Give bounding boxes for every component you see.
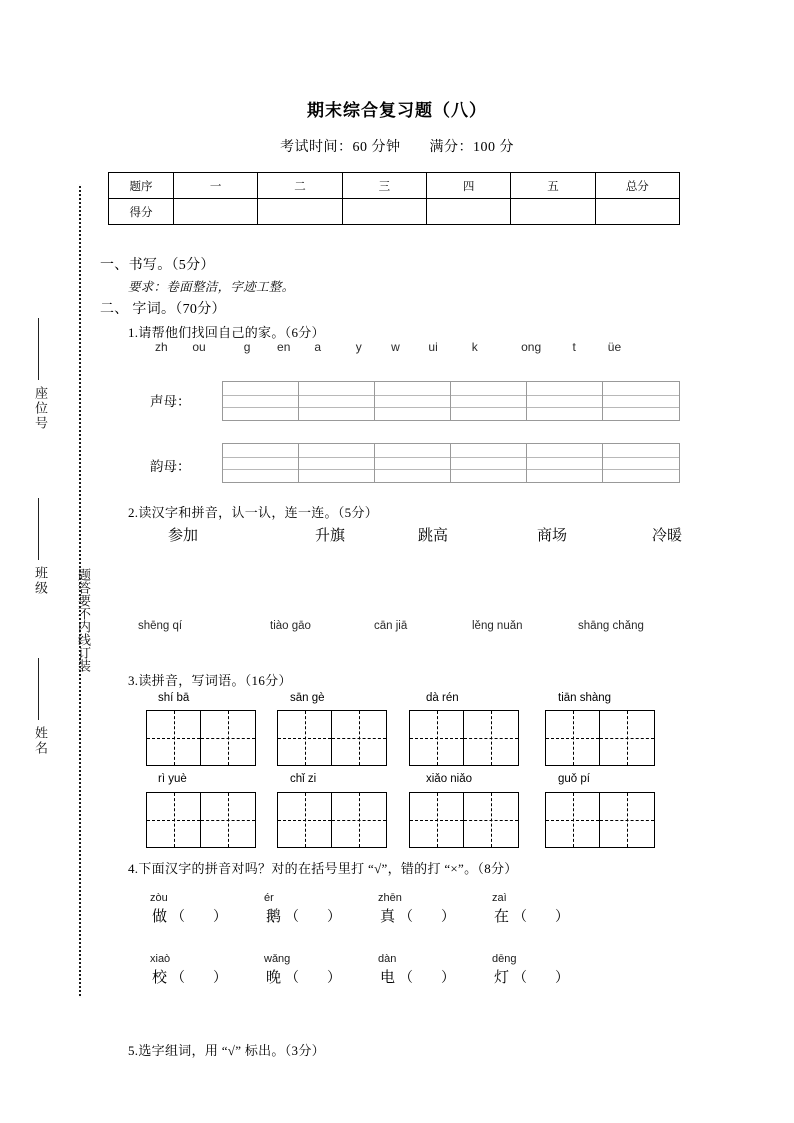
q1-letters — [155, 340, 638, 354]
tianzige-cell[interactable] — [278, 711, 332, 765]
tianzige-box[interactable] — [277, 792, 387, 848]
yunmu-cell[interactable] — [375, 444, 451, 482]
tianzige-box[interactable] — [545, 710, 655, 766]
q4-r1-pinyin-1: ér — [264, 892, 274, 904]
score-cell-3[interactable] — [342, 199, 426, 225]
q1-letter-0: zh — [155, 340, 168, 354]
tianzige-cell[interactable] — [410, 711, 464, 765]
tianzige-cell[interactable] — [600, 793, 654, 847]
q3-r2-pinyin-2: xiǎo niǎo — [426, 773, 473, 785]
q1-letter-1: ou — [192, 340, 206, 354]
seat-no-label: 座位号 — [33, 386, 48, 431]
shengmu-cell[interactable] — [299, 382, 375, 420]
yunmu-cell[interactable] — [603, 444, 679, 482]
table-row — [109, 199, 680, 225]
tianzige-cell[interactable] — [147, 711, 201, 765]
q1-letter-2: g — [243, 340, 251, 354]
section-1-heading: 一、书写。（5分） — [100, 258, 215, 273]
score-table-header-6: 总分 — [595, 173, 679, 199]
q1-heading: 1.请帮他们找回自己的家。（6分） — [128, 325, 325, 340]
q4-item — [150, 892, 228, 926]
tianzige-cell[interactable] — [410, 793, 464, 847]
tianzige-box[interactable] — [545, 792, 655, 848]
score-table-header-3: 三 — [342, 173, 426, 199]
q4-r1-char-0: 做 — [152, 909, 168, 925]
tianzige-cell[interactable] — [147, 793, 201, 847]
q4-r1-bracket-2[interactable]: （ ） — [399, 910, 456, 925]
score-cell-6[interactable] — [595, 199, 679, 225]
q2-heading: 2.读汉字和拼音，认一认，连一连。（5分） — [128, 505, 379, 520]
q4-r1-pinyin-3: zaì — [492, 892, 507, 904]
tianzige-cell[interactable] — [600, 711, 654, 765]
yunmu-cell[interactable] — [223, 444, 299, 482]
q1-letter-4: a — [314, 340, 322, 354]
q2-word-4[interactable]: 冷暖 — [652, 528, 683, 544]
score-cell-4[interactable] — [426, 199, 510, 225]
table-row — [109, 173, 680, 199]
exam-info: 考试时间：60 分钟 满分：100 分 — [280, 140, 514, 155]
name-rule — [38, 658, 39, 720]
shengmu-grid[interactable] — [222, 381, 680, 421]
q4-item — [378, 953, 456, 987]
q1-letter-9: ong — [521, 340, 542, 354]
score-row-label: 得分 — [109, 199, 174, 225]
q4-item — [492, 953, 570, 987]
q4-r2-char-2: 电 — [380, 970, 396, 986]
q3-r1-pinyin-0: shí bā — [158, 692, 190, 704]
q2-pinyin-3[interactable]: lěng nuǎn — [472, 620, 523, 632]
tianzige-cell[interactable] — [546, 711, 600, 765]
q2-word-0[interactable]: 参加 — [168, 528, 199, 544]
shengmu-cell[interactable] — [603, 382, 679, 420]
class-label: 班级 — [33, 566, 48, 596]
q3-heading: 3.读拼音，写词语。（16分） — [128, 673, 292, 688]
q1-letter-3: en — [277, 340, 291, 354]
score-table-header-4: 四 — [426, 173, 510, 199]
q2-pinyin-4[interactable]: shāng chǎng — [578, 620, 644, 632]
yunmu-cell[interactable] — [527, 444, 603, 482]
tianzige-box[interactable] — [277, 710, 387, 766]
q4-r1-char-1: 鹅 — [266, 909, 282, 925]
score-table-header-1: 一 — [174, 173, 258, 199]
q4-r2-char-0: 校 — [152, 970, 168, 986]
score-table-header-2: 二 — [258, 173, 342, 199]
tianzige-cell[interactable] — [546, 793, 600, 847]
q5-heading: 5.选字组词，用 “√” 标出。（3分） — [128, 1043, 325, 1058]
q4-r1-pinyin-2: zhēn — [378, 892, 402, 904]
section-2-heading: 二、 字词。（70分） — [100, 302, 226, 317]
q4-r2-bracket-1[interactable]: （ ） — [285, 971, 342, 986]
tianzige-cell[interactable] — [332, 793, 386, 847]
yunmu-label: 韵母： — [150, 459, 191, 474]
q4-r1-char-2: 真 — [380, 909, 396, 925]
q4-r2-pinyin-1: wǎng — [264, 953, 291, 965]
name-label: 姓名 — [33, 726, 48, 756]
score-cell-2[interactable] — [258, 199, 342, 225]
q4-r2-pinyin-3: dēng — [492, 953, 517, 965]
tianzige-cell[interactable] — [464, 711, 518, 765]
score-cell-1[interactable] — [174, 199, 258, 225]
q2-word-1[interactable]: 升旗 — [315, 528, 346, 544]
q1-letter-5: y — [355, 340, 362, 354]
yunmu-grid[interactable] — [222, 443, 680, 483]
shengmu-cell[interactable] — [223, 382, 299, 420]
tianzige-cell[interactable] — [201, 793, 255, 847]
q4-r1-bracket-3[interactable]: （ ） — [513, 910, 570, 925]
q4-item — [378, 892, 456, 926]
score-table — [108, 172, 680, 225]
q4-item — [492, 892, 570, 926]
q3-r1-pinyin-1: sān gè — [290, 692, 325, 704]
q4-r1-bracket-1[interactable]: （ ） — [285, 910, 342, 925]
q3-r1-pinyin-3: tiān shàng — [558, 692, 612, 704]
q4-r2-pinyin-2: dàn — [378, 953, 397, 965]
q4-heading: 4.下面汉字的拼音对吗？对的在括号里打 “√”，错的打 “×”。（8分） — [128, 861, 518, 876]
q2-pinyin-1[interactable]: tiào gāo — [270, 620, 311, 632]
score-table-header-5: 五 — [511, 173, 595, 199]
tianzige-cell[interactable] — [278, 793, 332, 847]
yunmu-cell[interactable] — [299, 444, 375, 482]
q4-r1-bracket-0[interactable]: （ ） — [171, 910, 228, 925]
q4-r2-char-3: 灯 — [494, 970, 510, 986]
tianzige-cell[interactable] — [201, 711, 255, 765]
yunmu-cell[interactable] — [451, 444, 527, 482]
tianzige-cell[interactable] — [332, 711, 386, 765]
q2-word-3[interactable]: 商场 — [537, 528, 568, 544]
page-title: 期末综合复习题（八） — [307, 101, 487, 120]
shengmu-label: 声母： — [150, 394, 191, 409]
q1-letter-7: ui — [428, 340, 438, 354]
score-cell-5[interactable] — [511, 199, 595, 225]
q4-item — [264, 892, 342, 926]
q4-r2-char-1: 晚 — [266, 970, 282, 986]
tianzige-cell[interactable] — [464, 793, 518, 847]
q3-r2-pinyin-0: rì yuè — [158, 773, 187, 785]
binding-vertical-text: 题答要不内线订装 — [76, 568, 91, 672]
q2-pinyin-0[interactable]: shēng qí — [138, 620, 183, 632]
q4-r2-pinyin-0: xiaò — [150, 953, 171, 965]
q4-r2-bracket-0[interactable]: （ ） — [171, 971, 228, 986]
q1-letter-8: k — [471, 340, 478, 354]
section-1-requirement: 要求：卷面整洁，字迹工整。 — [128, 280, 295, 294]
q4-r2-bracket-2[interactable]: （ ） — [399, 971, 456, 986]
tianzige-box[interactable] — [409, 792, 519, 848]
seat-no-rule — [38, 318, 39, 380]
shengmu-cell[interactable] — [451, 382, 527, 420]
class-rule — [38, 498, 39, 560]
q3-r1-pinyin-2: dà rén — [426, 692, 459, 704]
q4-r1-char-3: 在 — [494, 909, 510, 925]
q2-pinyin-2[interactable]: cān jiā — [374, 620, 408, 632]
score-table-header-0: 题序 — [109, 173, 174, 199]
tianzige-box[interactable] — [146, 792, 256, 848]
q1-letter-10: t — [572, 340, 576, 354]
shengmu-cell[interactable] — [527, 382, 603, 420]
q4-r1-pinyin-0: zòu — [150, 892, 168, 904]
q4-r2-bracket-3[interactable]: （ ） — [513, 971, 570, 986]
q3-r2-pinyin-1: chǐ zi — [290, 773, 317, 785]
q4-item — [150, 953, 228, 987]
tianzige-box[interactable] — [409, 710, 519, 766]
q3-r2-pinyin-3: guǒ pí — [558, 773, 590, 785]
shengmu-cell[interactable] — [375, 382, 451, 420]
q1-letter-6: w — [391, 340, 400, 354]
q2-word-2[interactable]: 跳高 — [418, 528, 449, 544]
q1-letter-11: üe — [607, 340, 622, 354]
tianzige-box[interactable] — [146, 710, 256, 766]
q4-item — [264, 953, 342, 987]
